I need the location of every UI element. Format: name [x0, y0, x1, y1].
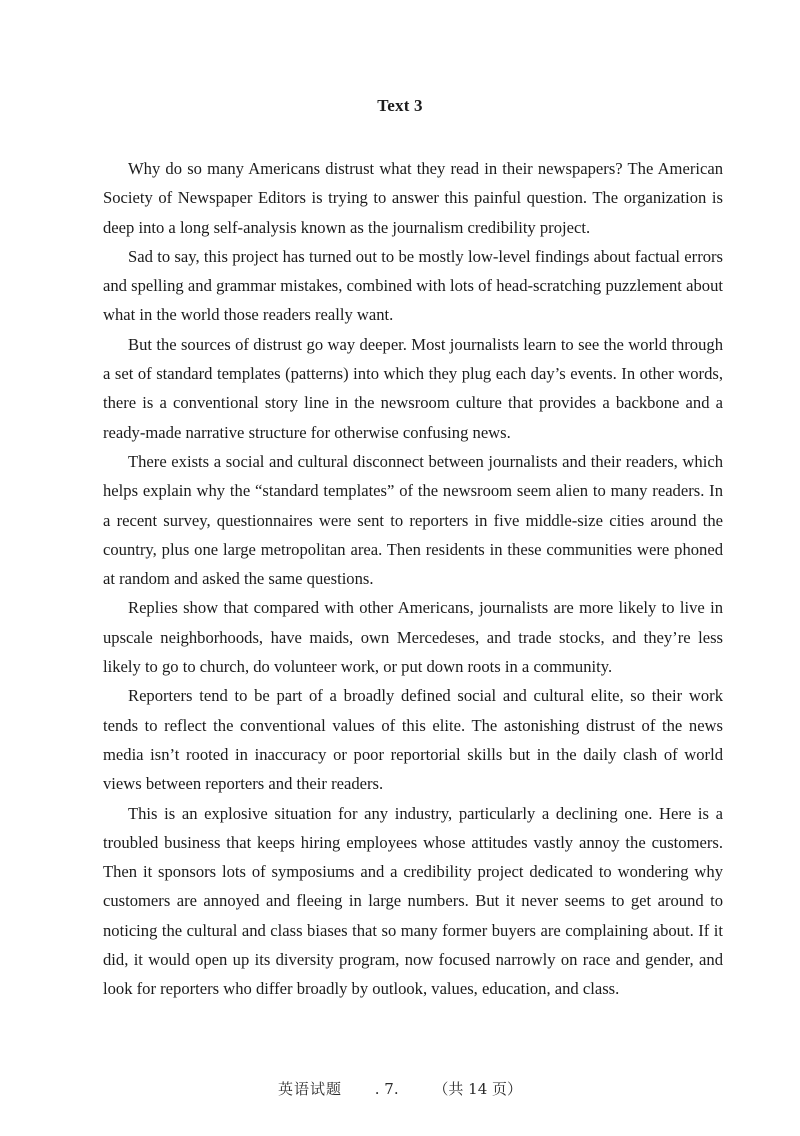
page-footer: [0, 1078, 800, 1099]
footer-page-number: . 7.: [374, 1080, 399, 1098]
paragraph-7: This is an explosive situation for any industry, particularly a declining one. Here is a troubled business that keeps hiring employees whose attitudes vastly annoy the customers. Then it sponsors lots of symposiums and a credibility project dedicated to wondering why customers are annoyed and fleeing in large numbers. But it never seems to get around to noticing the cultural and class biases that so many former buyers are complaining about. If it did, it would open up its diversity program, now focused narrowly on race and gender, and look for reporters who differ broadly by outlook, values, education, and class.: [103, 803, 723, 999]
passage-title: Text 3: [377, 96, 423, 115]
paragraph-4: There exists a social and cultural disconnect between journalists and their readers, which helps explain why the “standard templates” of the newsroom seem alien to many readers. In a recent survey, questionnaires were sent to reporters in five middle-size cities around the country, plus one large metropolitan area. Then residents in these communities were phoned at random and asked the same questions.: [103, 451, 723, 589]
paragraph-6: Reporters tend to be part of a broadly defined social and cultural elite, so their work tends to reflect the conventional values of this elite. The astonishing distrust of the news media isn’t rooted in inaccuracy or poor reportorial skills but in the daily clash of world views between reporters and their readers.: [103, 686, 723, 794]
footer-subject: 英语试题: [277, 1080, 342, 1098]
paragraph-3: But the sources of distrust go way deeper. Most journalists learn to see the world through a set of standard templates (patterns) into which they plug each day’s events. In other words, there is a conventional story line in the newsroom culture that provides a backbone and a ready-made narrative structure for otherwise confusing news.: [103, 334, 723, 442]
paragraph-1: Why do so many Americans distrust what they read in their newspapers? The American Society of Newspaper Editors is trying to answer this painful question. The organization is deep into a long self-analysis known as the journalism credibility project.: [103, 159, 723, 237]
passage-body: [103, 154, 723, 1004]
footer-total-pages: （共 14 页）: [433, 1080, 523, 1098]
paragraph-5: Replies show that compared with other Americans, journalists are more likely to live in upscale neighborhoods, have maids, own Mercedeses, and trade stocks, and they’re less likely to go to church, do volunteer work, or put down roots in a community.: [103, 598, 723, 677]
paragraph-2: Sad to say, this project has turned out to be mostly low-level findings about factual errors and spelling and grammar mistakes, combined with lots of head-scratching puzzlement about what in the world those readers really want.: [103, 246, 723, 325]
